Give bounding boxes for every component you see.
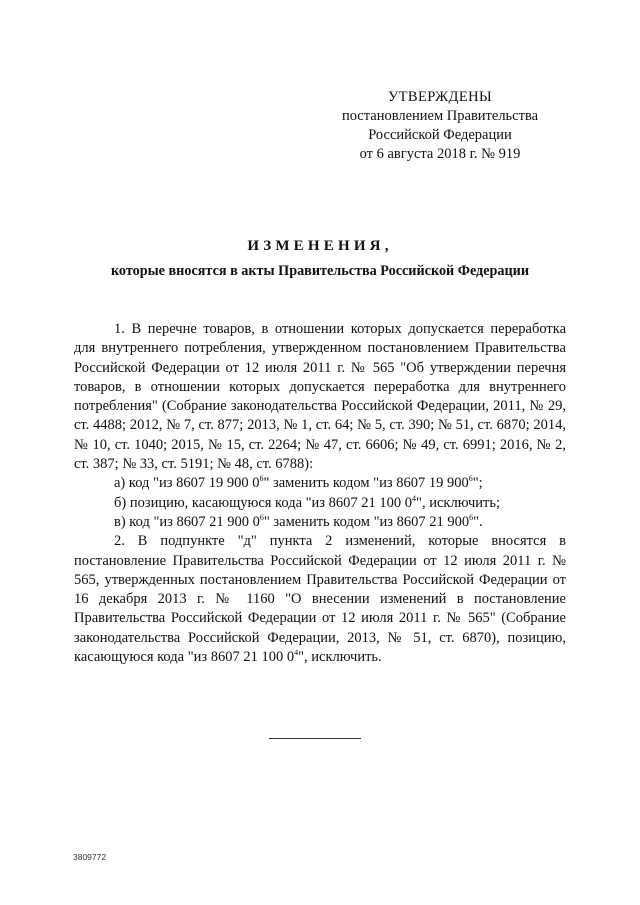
item-c [74, 513, 566, 532]
item-c-text-2: " заменить кодом "из 8607 21 900 [263, 513, 470, 530]
document-title: ИЗМЕНЕНИЯ, [247, 238, 393, 254]
end-divider [269, 738, 361, 739]
item-c-text-3: ". [473, 513, 483, 530]
item-b-text-1: б) позицию, касающуюся кода "из 8607 21 100 0 [114, 494, 413, 511]
paragraph-1: 1. В перечне товаров, в отношении которых допускается переработка для внутреннего потребления, утвержденном постановлением Правительства Российской Федерации от 12 июля 2011 г. № 565 "Об утверждении перечня товаров, в отношении которых допускается переработка для внутреннего потребления" (Собрание законодательства Российской Федерации, 2011, № 29, ст. 4488; 2012, № 7, ст. 877; 2013, № 1, ст. 64; № 5, ст. 390; № 51, ст. 6870; 2014, № 10, ст. 1040; 2015, № 15, ст. 2264; № 47, ст. 6606; № 49, ст. 6991; 2016, № 2, ст. 387; № 33, ст. 5191; № 48, ст. 6788): [74, 321, 566, 473]
item-b-footnote-1: 4 [412, 493, 417, 503]
paragraph-2 [74, 532, 566, 667]
item-a-footnote-1: 6 [259, 474, 264, 484]
item-a-text-3: "; [472, 475, 483, 492]
paragraph-2-text: 2. В подпункте "д" пункта 2 изменений, которые вносятся в постановление Правительства Российской Федерации от 12 июля 2011 г. № 565, утвержденных постановлением Правительства Российской Федерации от 16 декабря 2013 г. № 1160 "О внесении изменений в постановление Правительства Российской Федерации от 12 июля 2011 г. № 565" (Собрание законодательства Российской Федерации, 2013, № 51, ст. 6870), позицию, касающуюся кода "из 8607 21 100 0 [74, 533, 566, 666]
item-a-text-1: а) код "из 8607 19 900 0 [114, 475, 260, 492]
approval-block [320, 88, 560, 164]
document-code: 3809772 [73, 852, 107, 862]
approval-heading: УТВЕРЖДЕНЫ [387, 89, 493, 105]
item-b-text-2: ", исключить; [416, 494, 501, 511]
item-c-text-1: в) код "из 8607 21 900 0 [114, 513, 260, 530]
item-b [74, 494, 566, 513]
paragraph-2-footnote: 4 [294, 648, 299, 658]
approval-line-3: от 6 августа 2018 г. № 919 [359, 146, 521, 162]
paragraph-2-tail: ", исключить. [298, 649, 382, 666]
item-c-footnote-1: 6 [259, 513, 264, 523]
document-subtitle: которые вносятся в акты Правительства Российской Федерации [110, 263, 530, 279]
document-body [74, 320, 566, 667]
approval-line-2: Российской Федерации [368, 127, 512, 143]
item-a-footnote-2: 6 [468, 474, 473, 484]
item-c-footnote-2: 6 [469, 513, 474, 523]
item-a [74, 474, 566, 493]
item-a-text-2: " заменить кодом "из 8607 19 900 [263, 475, 469, 492]
approval-line-1: постановлением Правительства [341, 108, 539, 124]
